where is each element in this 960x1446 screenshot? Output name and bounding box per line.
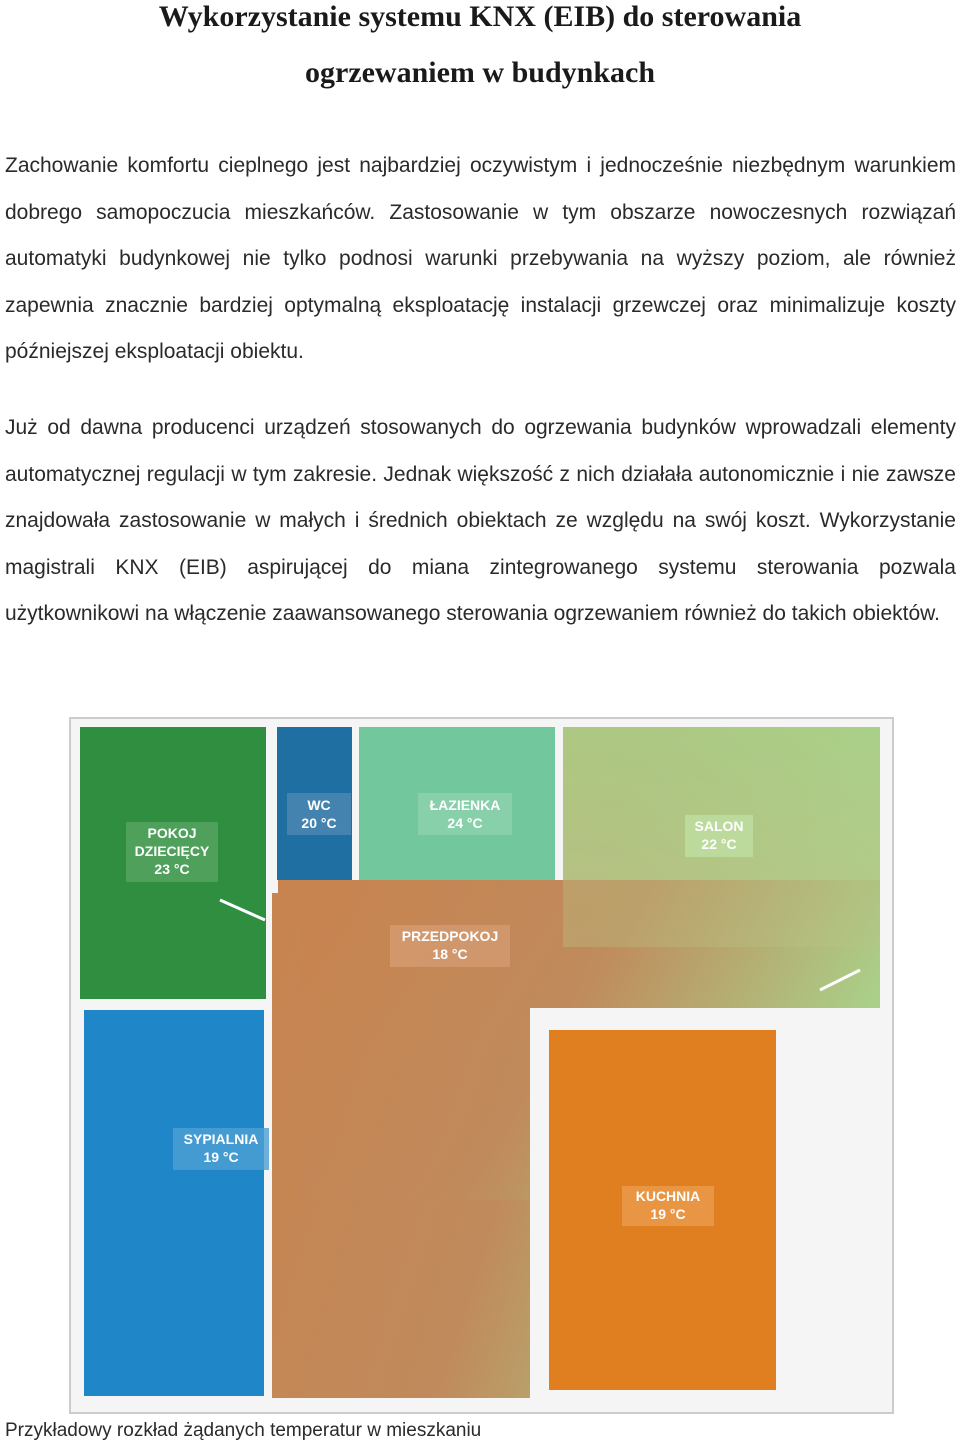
document-title-line-1: Wykorzystanie systemu KNX (EIB) do sterowania bbox=[158, 0, 802, 33]
label-wc-temp: 20 °C bbox=[301, 815, 337, 831]
label-kitchen bbox=[622, 1186, 714, 1226]
label-salon-line1: SALON bbox=[694, 818, 744, 834]
document-title-line-2: ogrzewaniem w budynkach bbox=[304, 56, 656, 89]
label-bedroom-temp: 19 °C bbox=[203, 1149, 239, 1165]
label-kids-line1: POKOJ bbox=[147, 825, 197, 841]
label-bathroom-line1: ŁAZIENKA bbox=[429, 797, 501, 813]
paragraph-1: Zachowanie komfortu cieplnego jest najbardziej oczywistym i jednocześnie niezbędnym warunkiem dobrego samopoczucia mieszkańców. Zastosowanie w tym obszarze nowoczesnych rozwiązań automatyki budynkowej nie tylko podnosi warunki przebywania na wyższy poziom, ale również zapewnia znacznie bardziej optymalną eksploatację instalacji grzewczej oraz minimalizuje koszty późniejszej eksploatacji obiektu. bbox=[5, 154, 956, 363]
room-bedroom-shape bbox=[84, 1010, 264, 1396]
label-hall-line1: PRZEDPOKOJ bbox=[401, 928, 499, 944]
label-kids-temp: 23 °C bbox=[154, 861, 190, 877]
figure-caption: Przykładowy rozkład żądanych temperatur w mieszkaniu bbox=[5, 1420, 482, 1441]
label-wc bbox=[287, 793, 351, 835]
paragraph-2: Już od dawna producenci urządzeń stosowanych do ogrzewania budynków wprowadzali elementy automatycznej regulacji w tym zakresie. Jednak większość z nich działała autonomicznie i nie zawsze znajdowała zastosowanie w małych i średnich obiektach ze względu na swój koszt. Wykorzystanie magistrali KNX (EIB) aspirującej do miana zintegrowanego systemu sterowania pozwala użytkownikowi na włączenie zaawansowanego sterowania ogrzewaniem również do takich obiektów. bbox=[5, 416, 956, 625]
label-hall bbox=[390, 925, 510, 967]
label-hall-temp: 18 °C bbox=[432, 946, 468, 962]
label-bedroom-line1: SYPIALNIA bbox=[183, 1131, 259, 1147]
label-kids bbox=[126, 822, 218, 882]
label-kitchen-line1: KUCHNIA bbox=[635, 1188, 701, 1204]
label-salon bbox=[685, 815, 753, 857]
label-bathroom bbox=[418, 793, 512, 835]
label-salon-temp: 22 °C bbox=[701, 836, 737, 852]
label-wc-line1: WC bbox=[307, 797, 331, 813]
label-kids-line2: DZIECIĘCY bbox=[134, 843, 210, 859]
label-kitchen-temp: 19 °C bbox=[650, 1206, 686, 1222]
label-bedroom bbox=[173, 1128, 269, 1170]
label-bathroom-temp: 24 °C bbox=[447, 815, 483, 831]
